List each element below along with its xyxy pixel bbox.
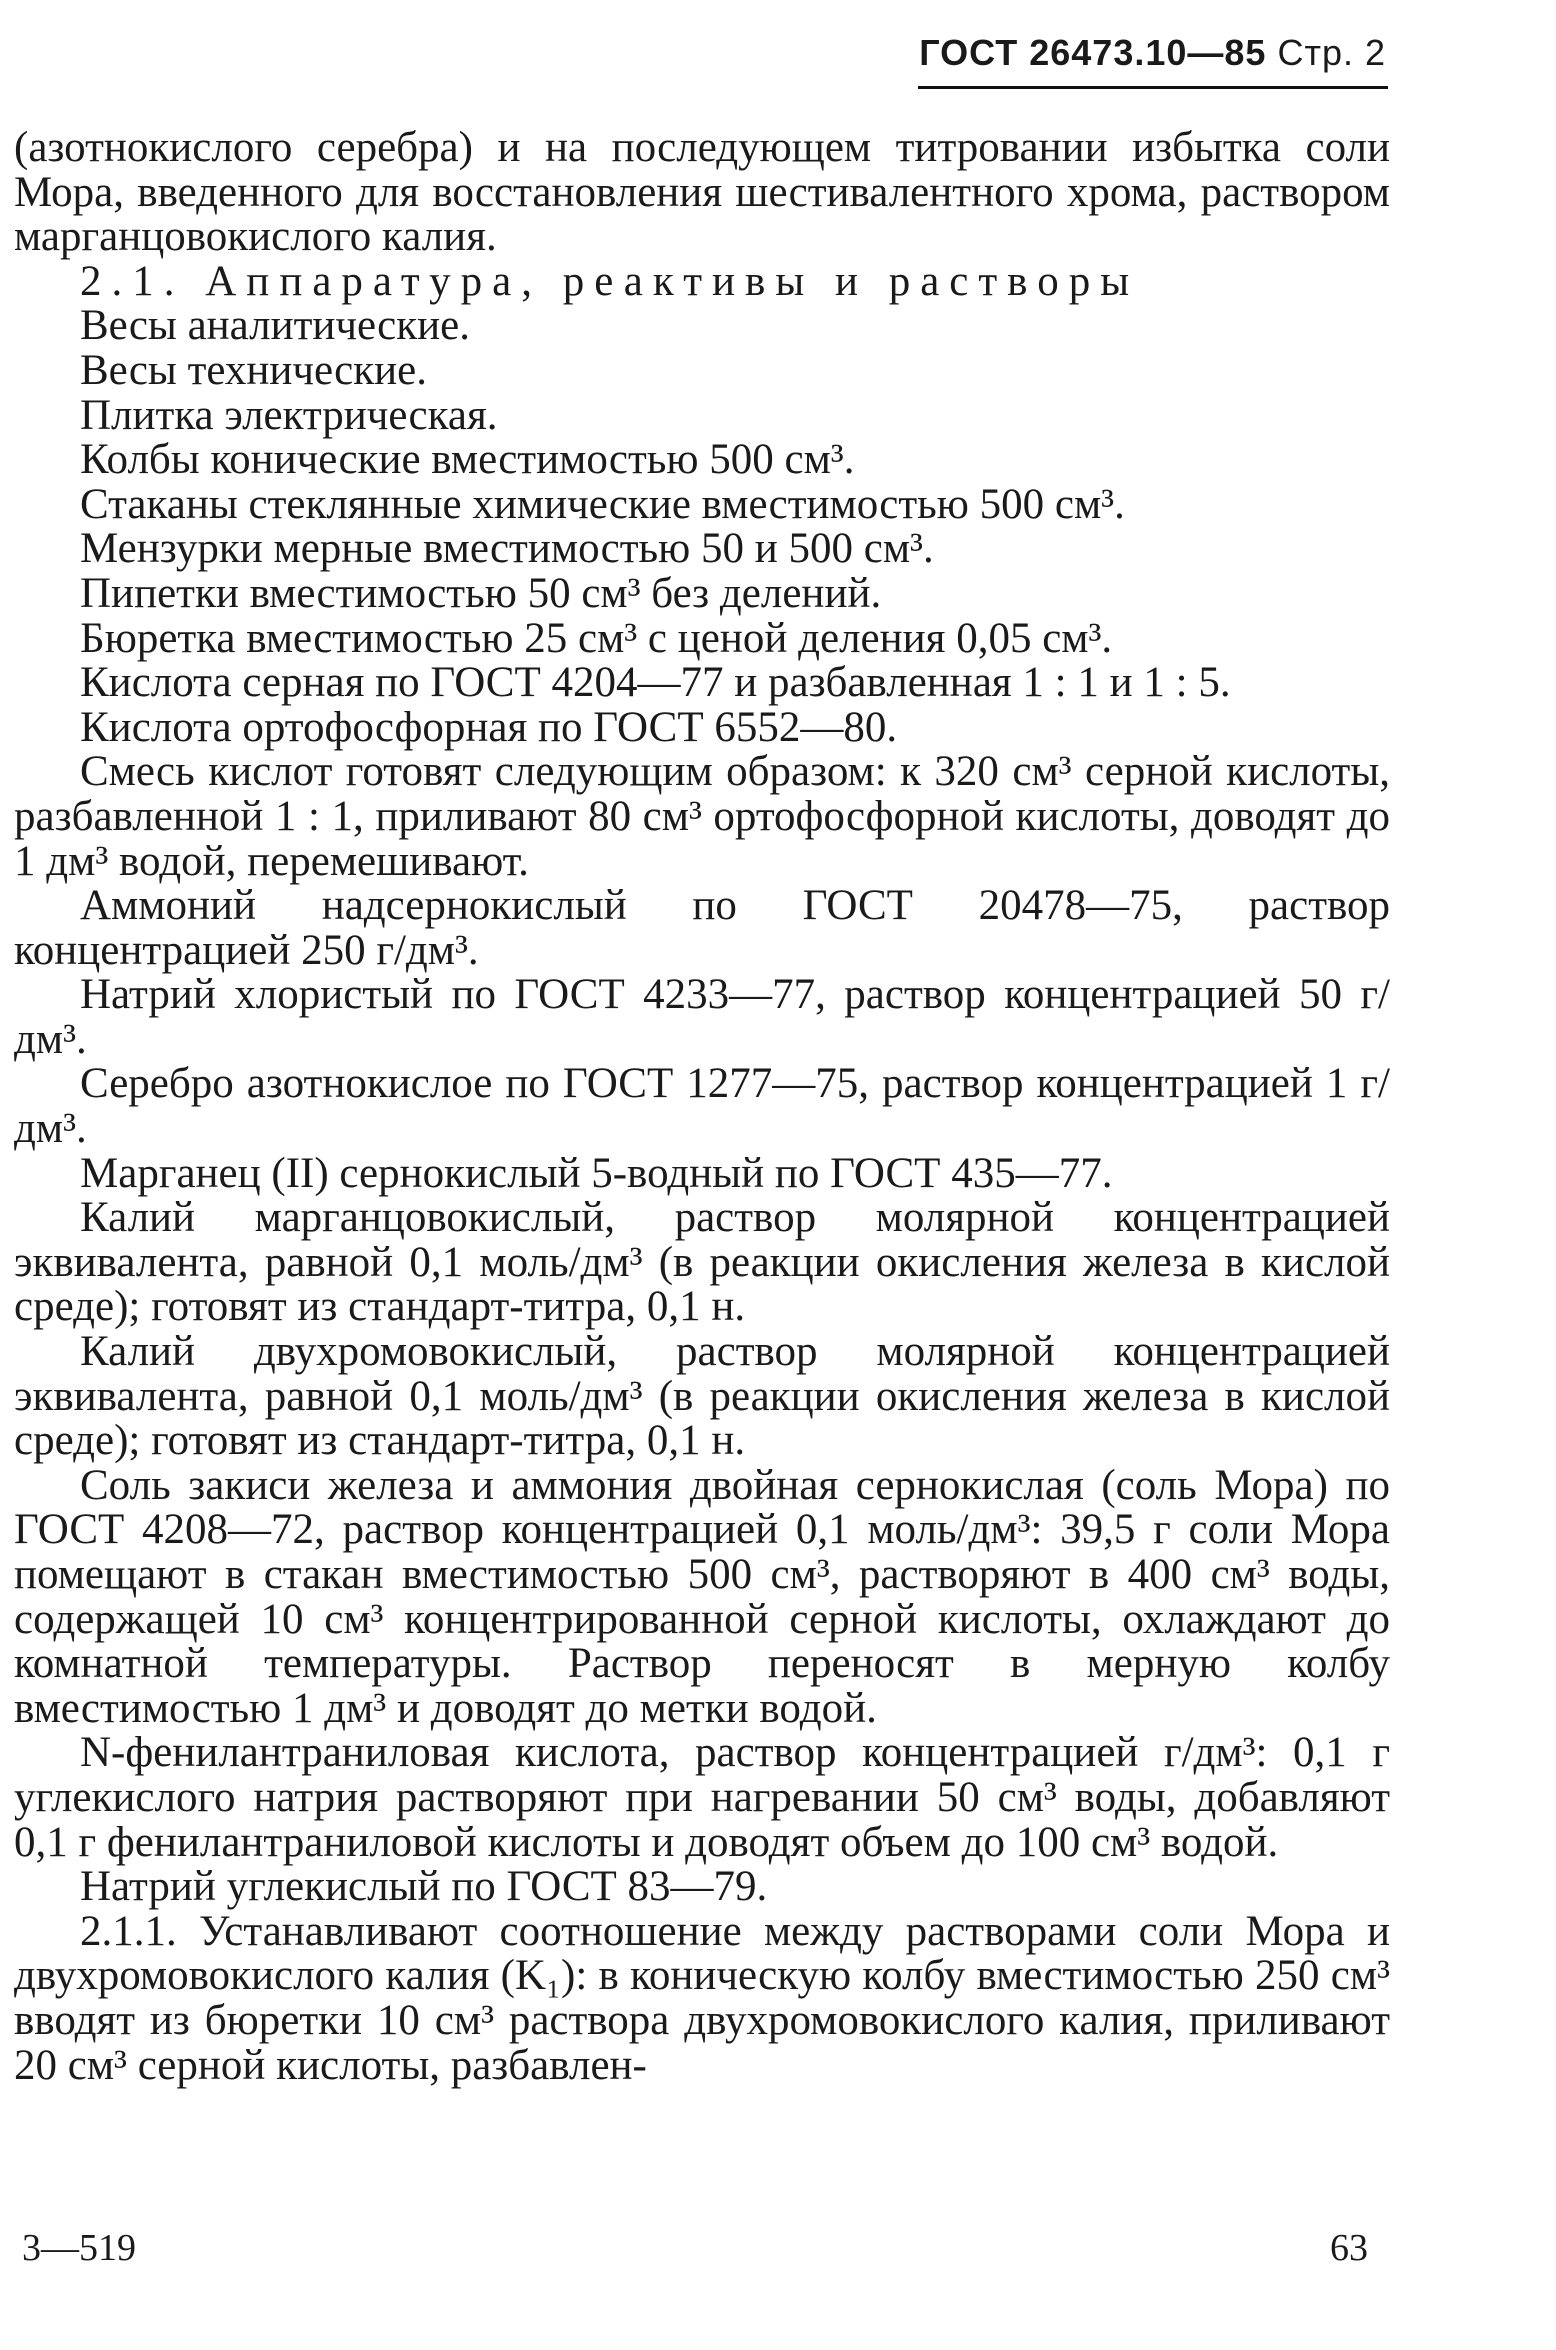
paragraph: Калий марганцовокислый, раствор молярной концентрацией эквивалента, равной 0,1 моль/дм³ (в реакции окисления железа в кислой среде); готовят из стандарт-титра, 0,1 н.	[14, 1194, 1390, 1331]
paragraph: (азотнокислого серебра) и на последующем титровании избытка соли Мора, введенного для восстановления шестивалентного хрома, раствором марганцовокислого калия.	[14, 124, 1390, 261]
list-item: Весы аналитические.	[80, 302, 471, 350]
header-rule	[918, 86, 1388, 89]
list-item: Кислота ортофосфорная по ГОСТ 6552—80.	[80, 703, 898, 751]
page-footer	[22, 2226, 1368, 2270]
gost-number: ГОСТ 26473.10—85	[919, 32, 1267, 73]
paragraph: Серебро азотнокислое по ГОСТ 1277—75, раствор концентрацией 1 г/дм³.	[14, 1060, 1390, 1153]
page-label: Стр. 2	[1277, 32, 1386, 73]
paragraph: N-фенилантраниловая кислота, раствор концентрацией г/дм³: 0,1 г углекислого натрия растворяют при нагревании 50 см³ воды, добавляют 0,1 г фенилантраниловой кислоты и доводят объем до 100 см³ водой.	[14, 1729, 1390, 1866]
paragraph: Аммоний надсернокислый по ГОСТ 20478—75, раствор концентрацией 250 г/дм³.	[14, 882, 1390, 974]
page-number: 63	[1330, 2227, 1368, 2269]
list-item: Пипетки вместимостью 50 см³ без делений.	[80, 569, 882, 617]
paragraph: Калий двухромовокислый, раствор молярной концентрацией эквивалента, равной 0,1 моль/дм³ (в реакции окисления железа в кислой среде); готовят из стандарт-титра, 0,1 н.	[14, 1328, 1390, 1465]
list-item: Колбы конические вместимостью 500 см³.	[80, 436, 855, 484]
paragraph: Натрий углекислый по ГОСТ 83—79.	[80, 1863, 768, 1911]
document-body	[14, 126, 1390, 2088]
list-item: Кислота серная по ГОСТ 4204—77 и разбавленная 1 : 1 и 1 : 5.	[80, 659, 1231, 707]
paragraph: 2.1.1. Устанавливают соотношение между растворами соли Мора и двухромовокислого калия (K₁): в коническую колбу вместимостью 250 см³ вводят из бюретки 10 см³ раствора двухромовокислого калия, приливают 20 см³ серной кислоты, разбавлен-	[14, 1907, 1390, 2089]
footer-left: 3—519	[22, 2227, 136, 2269]
list-item: Весы технические.	[80, 346, 428, 394]
list-item: Стаканы стеклянные химические вместимостью 500 см³.	[80, 480, 1125, 528]
paragraph: Натрий хлористый по ГОСТ 4233—77, раствор концентрацией 50 г/дм³.	[14, 971, 1390, 1063]
page-header	[919, 32, 1386, 74]
paragraph: Соль закиси железа и аммония двойная сернокислая (соль Мора) по ГОСТ 4208—72, раствор концентрацией 0,1 моль/дм³: 39,5 г соли Мора помещают в стакан вместимостью 500 см³, растворяют в 400 см³ воды, содержащей 10 см³ концентрированной серной кислоты, охлаждают до комнатной температуры. Раствор переносят в мерную колбу вместимостью 1 дм³ и доводят до метки водой.	[14, 1461, 1390, 1732]
paragraph: Марганец (II) сернокислый 5-водный по ГОСТ 435—77.	[80, 1149, 1113, 1197]
list-item: Мензурки мерные вместимостью 50 и 500 см³.	[80, 525, 934, 573]
section-heading: 2.1. Аппаратура, реактивы и растворы	[80, 257, 1140, 305]
paragraph: Смесь кислот готовят следующим образом: к 320 см³ серной кислоты, разбавленной 1 : 1, приливают 80 см³ ортофосфорной кислоты, доводят до 1 дм³ водой, перемешивают.	[14, 748, 1390, 885]
list-item: Бюретка вместимостью 25 см³ с ценой деления 0,05 см³.	[80, 614, 1113, 662]
list-item: Плитка электрическая.	[80, 391, 498, 439]
